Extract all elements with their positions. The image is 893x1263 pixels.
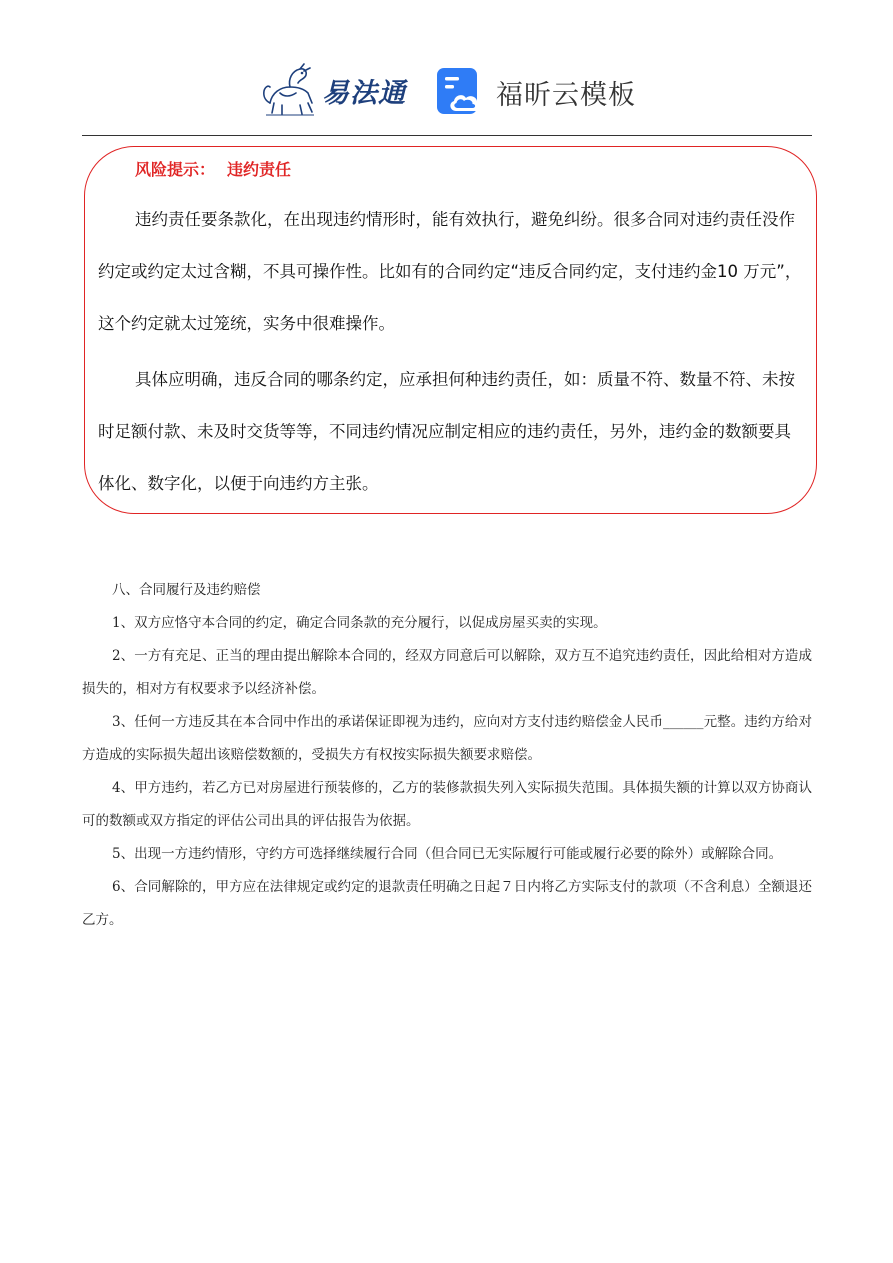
risk-tip-paragraph: 违约责任要条款化，在出现违约情形时，能有效执行，避免纠纷。很多合同对违约责任没作约定或约定太过含糊，不具可操作性。比如有的合同约定“违反合同约定，支付违约金10 万元”，这个约定就太过笼统，实务中很难操作。 — [98, 210, 802, 333]
cloud-document-icon — [436, 67, 486, 117]
yifatong-logo — [260, 62, 420, 118]
foxit-template-logo-text: 福昕云模板 — [496, 79, 636, 111]
header-divider — [82, 135, 812, 136]
foxit-template-logo — [436, 64, 636, 120]
contract-section — [82, 574, 812, 937]
risk-tip-paragraph: 具体应明确，违反合同的哪条约定，应承担何种违约责任，如：质量不符、数量不符、未按时足额付款、未及时交货等等，不同违约情况应制定相应的违约责任，另外，违约金的数额要具体化、数字化，以便于向违约方主张。 — [98, 370, 795, 493]
risk-tip-title — [135, 157, 291, 180]
section-heading: 八、合同履行及违约赔偿 — [112, 582, 261, 598]
contract-clause: 1、双方应恪守本合同的约定，确定合同条款的充分履行，以促成房屋买卖的实现。 — [112, 615, 607, 631]
contract-clause: 4、甲方违约，若乙方已对房屋进行预装修的，乙方的装修款损失列入实际损失范围。具体损失额的计算以双方协商认可的数额或双方指定的评估公司出具的评估报告为依据。 — [82, 780, 812, 829]
qilin-icon — [260, 63, 320, 117]
contract-clause: 6、合同解除的，甲方应在法律规定或约定的退款责任明确之日起７日内将乙方实际支付的款项（不含利息）全额退还乙方。 — [82, 879, 812, 928]
yifatong-logo-text: 易法通 — [322, 77, 406, 109]
contract-clause: 3、任何一方违反其在本合同中作出的承诺保证即视为违约，应向对方支付违约赔偿金人民币______元整。违约方给对方造成的实际损失超出该赔偿数额的，受损失方有权按实际损失额要求赔偿。 — [82, 714, 812, 763]
risk-tip-label: 风险提示： — [135, 160, 216, 179]
contract-clause: 2、一方有充足、正当的理由提出解除本合同的，经双方同意后可以解除，双方互不追究违约责任，因此给相对方造成损失的，相对方有权要求予以经济补偿。 — [82, 648, 812, 697]
risk-tip-topic: 违约责任 — [227, 160, 292, 179]
contract-clause: 5、出现一方违约情形，守约方可选择继续履行合同（但合同已无实际履行可能或履行必要的除外）或解除合同。 — [112, 846, 783, 862]
page-header — [0, 52, 893, 122]
